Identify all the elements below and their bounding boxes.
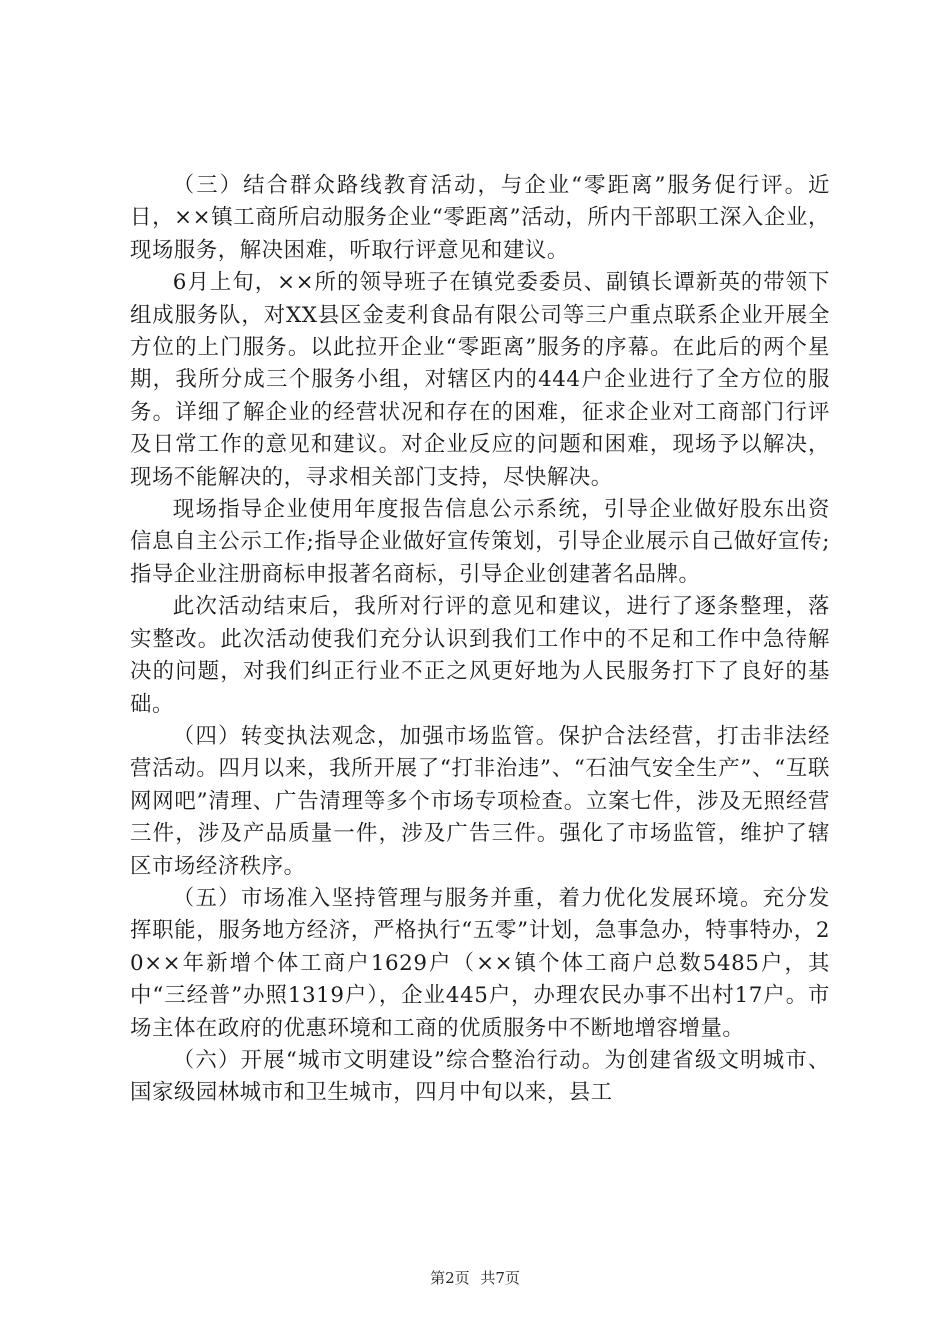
page-number: 第2页 xyxy=(430,1269,470,1287)
page-footer xyxy=(0,1268,950,1288)
paragraph-5: （四）转变执法观念，加强市场监管。保护合法经营，打击非法经营活动。四月以来，我所开展了“打非治违”、“石油气安全生产”、“互联网网吧”清理、广告清理等多个市场专项检查。立案七件，涉及无照经营三件，涉及产品质量一件，涉及广告三件。强化了市场监管，维护了辖区市场经济秩序。 xyxy=(130,723,830,879)
document-body xyxy=(130,170,830,1110)
paragraph-2: 6月上旬，××所的领导班子在镇党委委员、副镇长谭新英的带领下组成服务队，对XX县区金麦利食品有限公司等三户重点联系企业开展全方位的上门服务。以此拉开企业“零距离”服务的序幕。在此后的两个星期，我所分成三个服务小组，对辖区内的444户企业进行了全方位的服务。详细了解企业的经营状况和存在的困难，征求企业对工商部门行评及日常工作的意见和建议。对企业反应的问题和困难，现场予以解决，现场不能解决的，寻求相关部门支持，尽快解决。 xyxy=(130,270,830,490)
paragraph-1: （三）结合群众路线教育活动，与企业“零距离”服务促行评。近日，××镇工商所启动服务企业“零距离”活动，所内干部职工深入企业，现场服务，解决困难，听取行评意见和建议。 xyxy=(130,173,830,263)
page-total: 共7页 xyxy=(480,1269,520,1287)
paragraph-6: （五）市场准入坚持管理与服务并重，着力优化发展环境。充分发挥职能，服务地方经济，严格执行“五零”计划，急事急办，特事特办，20××年新增个体工商户1629户（××镇个体工商户总数5485户，其中“三经普”办照1319户），企业445户，办理农民办事不出村17户。市场主体在政府的优惠环境和工商的优质服务中不断地增容增量。 xyxy=(130,885,830,1041)
paragraph-3: 现场指导企业使用年度报告信息公示系统，引导企业做好股东出资信息自主公示工作;指导企业做好宣传策划，引导企业展示自己做好宣传;指导企业注册商标申报著名商标，引导企业创建著名品牌。 xyxy=(130,497,830,587)
paragraph-4: 此次活动结束后，我所对行评的意见和建议，进行了逐条整理，落实整改。此次活动使我们充分认识到我们工作中的不足和工作中急待解决的问题，对我们纠正行业不正之风更好地为人民服务打下了良好的基础。 xyxy=(130,594,830,717)
paragraph-7: （六）开展“城市文明建设”综合整治行动。为创建省级文明城市、国家级园林城市和卫生城市，四月中旬以来，县工 xyxy=(130,1047,830,1106)
